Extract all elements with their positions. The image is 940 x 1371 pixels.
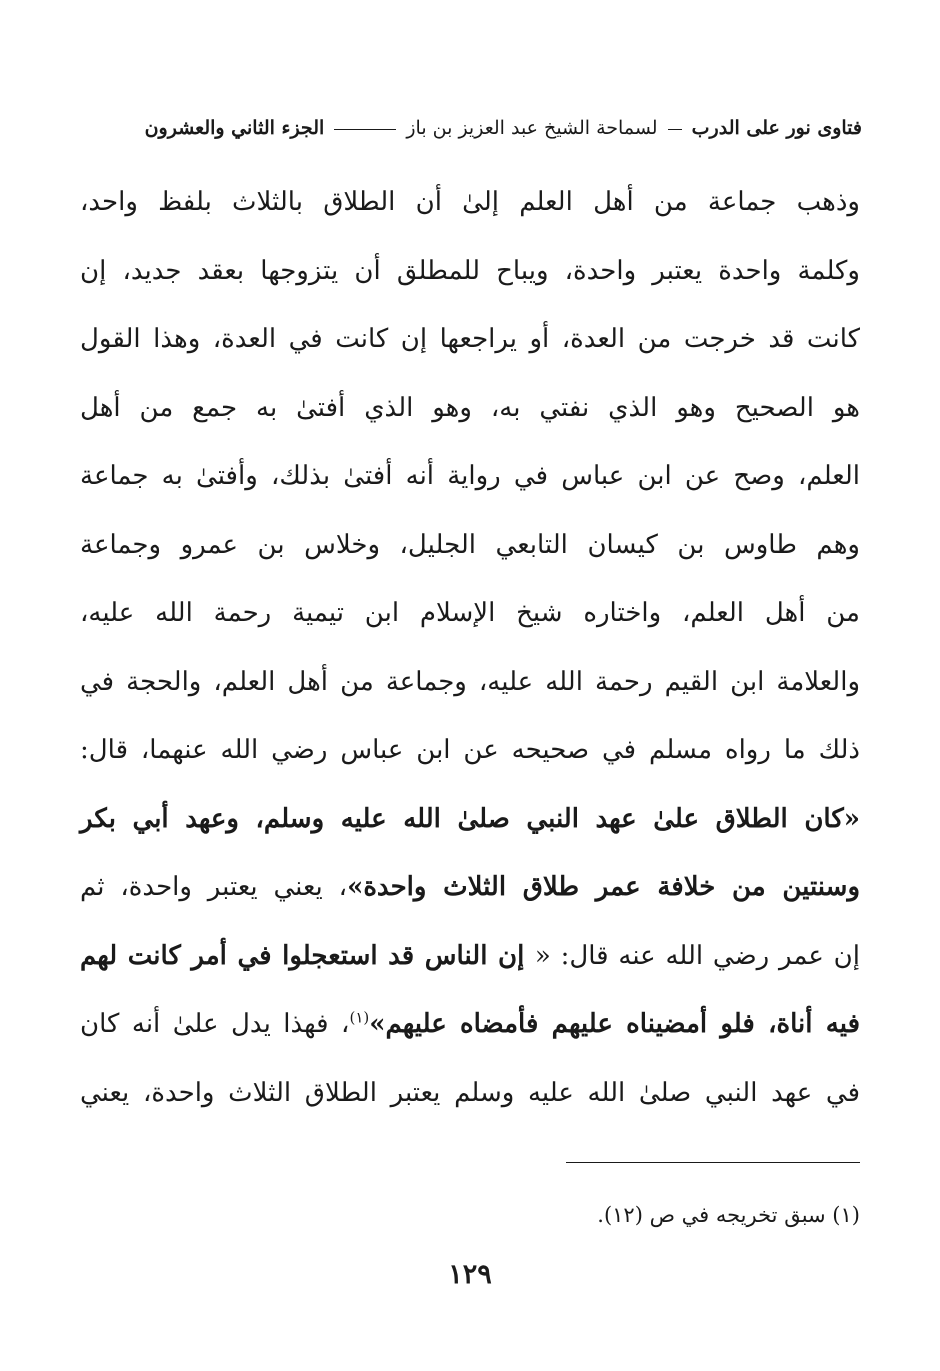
text-run: والعلامة ابن القيم رحمة الله عليه، وجماعة من أهل العلم، والحجة في — [80, 666, 860, 697]
text-line — [80, 374, 860, 443]
text-line — [80, 1059, 860, 1128]
text-line — [80, 648, 860, 717]
quoted-text: وسنتين من خلافة عمر طلاق الثلاث واحدة» — [347, 872, 860, 902]
header-separator — [668, 129, 682, 130]
footnote: (١) سبق تخريجه في ص (١٢). — [597, 1203, 860, 1227]
running-header — [100, 110, 862, 146]
text-line — [80, 305, 860, 374]
text-line — [80, 579, 860, 648]
volume-title: الجزء الثاني والعشرون — [144, 117, 325, 139]
text-run: كانت قد خرجت من العدة، أو يراجعها إن كانت في العدة، وهذا القول — [80, 324, 860, 354]
text-run: ، يعني يعتبر واحدة، ثم — [80, 872, 348, 902]
text-run: من أهل العلم، واختاره شيخ الإسلام ابن تيمية رحمة الله عليه، — [80, 598, 860, 628]
text-run: وذهب جماعة من أهل العلم إلىٰ أن الطلاق بالثلاث بلفظ واحد، — [80, 187, 860, 217]
text-line — [80, 442, 860, 511]
text-run: ذلك ما رواه مسلم في صحيحه عن ابن عباس رضي الله عنهما، قال: — [80, 735, 860, 765]
text-line — [80, 237, 860, 306]
text-run: في عهد النبي صلىٰ الله عليه وسلم يعتبر الطلاق الثلاث واحدة، يعني — [80, 1077, 860, 1108]
text-line — [80, 922, 860, 991]
footnote-divider — [566, 1162, 860, 1163]
text-line — [80, 853, 860, 922]
text-line — [80, 511, 860, 580]
footnote-ref: (١) — [349, 1008, 370, 1027]
quoted-text: فيه أناة، فلو أمضيناه عليهم فأمضاه عليهم» — [369, 1009, 860, 1039]
text-run: وكلمة واحدة يعتبر واحدة، ويباح للمطلق أن يتزوجها بعقد جديد، إن — [80, 255, 860, 286]
text-run: وهم طاوس بن كيسان التابعي الجليل، وخلاس بن عمرو وجماعة — [80, 529, 860, 560]
main-text — [80, 168, 860, 1127]
page-number: ١٢٩ — [448, 1259, 492, 1290]
text-run: العلم، وصح عن ابن عباس في رواية أنه أفتىٰ بذلك، وأفتىٰ به جماعة — [80, 461, 860, 491]
text-run: إن عمر رضي الله عنه قال: « — [534, 940, 860, 971]
header-separator — [334, 129, 396, 130]
text-run: ، فهذا يدل علىٰ أنه كان — [80, 1009, 350, 1039]
book-title: فتاوى نور على الدرب — [691, 117, 862, 139]
quoted-text: «كان الطلاق علىٰ عهد النبي صلىٰ الله عليه وسلم، وعهد أبي بكر — [80, 803, 860, 834]
text-line — [80, 990, 860, 1059]
text-line — [80, 785, 860, 854]
text-line — [80, 716, 860, 785]
quoted-text: إن الناس قد استعجلوا في أمر كانت لهم — [80, 940, 535, 971]
text-run: هو الصحيح وهو الذي نفتي به، وهو الذي أفتىٰ به جمع من أهل — [80, 392, 860, 423]
author-name: لسماحة الشيخ عبد العزيز بن باز — [406, 117, 658, 139]
text-line — [80, 168, 860, 237]
